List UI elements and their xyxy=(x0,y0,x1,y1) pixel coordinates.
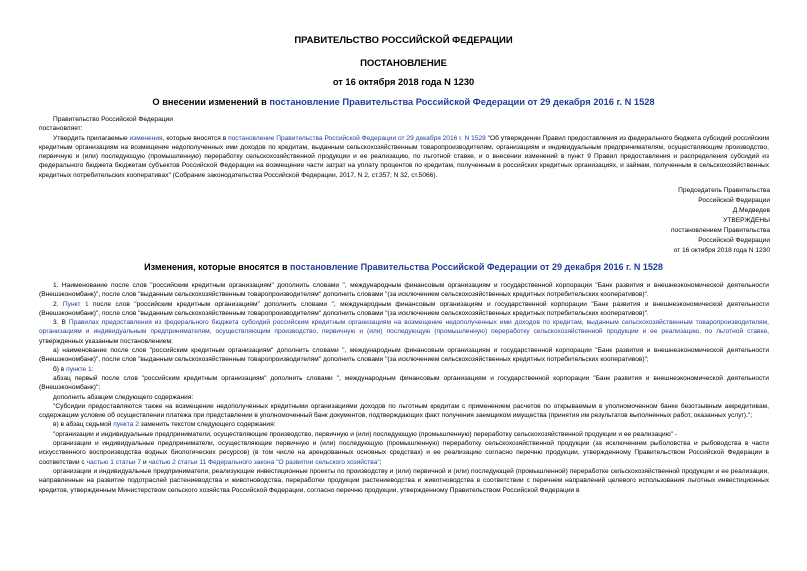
item-3-num: 3. В xyxy=(53,319,69,327)
point-1-text-2: , которые вносятся в xyxy=(162,134,229,142)
item-3v-prefix: в) в абзац седьмой xyxy=(53,421,114,429)
item-3v-link[interactable]: пункта 2 xyxy=(113,421,139,429)
item-2-link[interactable]: Пункт 1 xyxy=(62,300,89,308)
preamble-block xyxy=(39,115,769,180)
item-3v-2 xyxy=(39,439,769,467)
doc-type-heading: ПОСТАНОВЛЕНИЕ xyxy=(360,58,447,69)
item-3b xyxy=(39,365,769,374)
item-3b-2: дополнить абзацем следующего содержания: xyxy=(53,393,194,401)
changes-title xyxy=(0,262,807,272)
signature-line-1: Председатель Правительства xyxy=(678,187,770,194)
article7-link[interactable]: частью 1 статьи 7 xyxy=(86,458,142,466)
item-3b-prefix: б) в xyxy=(53,365,67,373)
item-3v-2-and: и xyxy=(141,458,149,466)
item-3v-3: организации и индивидуальные предприниматели, реализующие инвестиционные проекты по производству и (или) первичной и (или) последующей (промышленной) переработке сельскохозяйственной продукции и ее реализации, направленные на развитие подотраслей растениеводства и животноводства, переработки продукции растениеводства и животноводства в соответствии с перечнем направлений целевого использования льготных инвестиционных кредитов, утвержденным Министерством сельского хозяйства Российской Федерации, согласно перечню продукции, утвержденному Правительством Российской Федерации в xyxy=(39,467,769,494)
point-1-text-1: Утвердить прилагаемые xyxy=(53,134,130,142)
doc-subject xyxy=(0,97,807,107)
item-1: 1. Наименование после слов "российским кредитным организациям" дополнить словами ", международным финансовым организациям и государственной корпорации "Банк развития и внешнеэкономической деятельности (Внешэкономбанк)", после слов "выданным сельскохозяйственным товаропроизводителям" дополнить словами "(за исключением сельскохозяйственных кредитных потребительских кооперативов)". xyxy=(39,282,769,299)
item-2-text: после слов "российским кредитным организациям" дополнить словами ", международным финансовым организациям и государственной корпорации "Банк развития и внешнеэкономической деятельности (Внешэкономбанк)", после слов "выданным сельскохозяйственным товаропроизводителям" дополнить словами "(за исключением сельскохозяйственных кредитных потребительских кооперативов)". xyxy=(39,300,769,317)
item-3b-suffix: : xyxy=(91,365,94,373)
subject-link[interactable]: постановление Правительства Российской Федерации от 29 декабря 2016 г. N 1528 xyxy=(269,97,655,107)
signature-line-4: УТВЕРЖДЕНЫ xyxy=(723,217,770,224)
preamble-line-2: постановляет: xyxy=(39,125,83,133)
item-3v-2-text: организации и индивидуальные предприниматели, осуществляющие первичную и (или) последующую (промышленную) переработку сельскохозяйственной продукции (за исключением рыболовства и рыбоводства в части искусственного воспроизводства водных биологических ресурсов) (в том числе на арендованных основных средствах) и ее реализацию согласно перечню продукции, утвержденному Правительством Российской Федерации в соответствии с xyxy=(39,440,769,466)
signature-line-3: Д.Медведев xyxy=(732,207,770,214)
changes-link[interactable]: изменения xyxy=(129,134,163,142)
signature-block xyxy=(671,186,770,256)
article11-link[interactable]: частью 2 статьи 11 Федерального закона "О развитии сельского хозяйства" xyxy=(148,458,380,466)
item-2 xyxy=(39,300,769,319)
resolution-link[interactable]: постановление Правительства Российской Федерации от 29 декабря 2016 г. N 1528 xyxy=(228,134,486,142)
item-3a: а) наименование после слов "российским кредитным организациям" дополнить словами ", международным финансовым организациям и государственной корпорации "Банк развития и внешнеэкономической деятельности (Внешэкономбанк)", после слов "выданным сельскохозяйственным товаропроизводителям" дополнить словами "(за исключением сельскохозяйственных кредитных потребительских кооперативов)"; xyxy=(39,347,769,364)
signature-line-6: Российской Федерации xyxy=(698,237,770,244)
item-3v-2-end: ; xyxy=(379,458,382,466)
doc-date: от 16 октября 2018 года N 1230 xyxy=(332,77,475,87)
item-3-text: , утвержденных указанным постановлением: xyxy=(39,328,769,345)
point-1-text-3: "Об утверждении Правил предоставления из федерального бюджета субсидий российским кредитным организациям на возмещение недополученных ими доходов по кредитам, выданным сельскохозяйственным товаропроизводителям, организациям и индивидуальным предпринимателям, осуществляющим производство, первичную и (или) последующую (промышленную) переработку сельскохозяйственной продукции и ее реализацию, по льготной ставке, и о внесении изменений в пункт 9 Правил предоставления и распределения субсидий из федерального бюджета бюджетам субъектов Российской Федерации на возмещение части затрат на уплату процентов по кредитам, полученным в российских кредитных организациях, и займам, полученным в сельскохозяйственных кредитных потребительских кооперативах" (Собрание законодательства Российской Федерации, 2017, N 2, ст.357; N 32, ст.5066). xyxy=(39,134,769,179)
item-2-num: 2. xyxy=(53,300,63,308)
changes-title-link[interactable]: постановление Правительства Российской Федерации от 29 декабря 2016 г. N 1528 xyxy=(290,262,663,272)
item-3b-1: абзац первый после слов "российским кредитным организациям" дополнить словами ", международным финансовым организациям и государственной корпорации "Банк развития и внешнеэкономической деятельности (Внешэкономбанк)"; xyxy=(39,374,769,392)
item-3 xyxy=(39,318,769,346)
gov-heading: ПРАВИТЕЛЬСТВО РОССИЙСКОЙ ФЕДЕРАЦИИ xyxy=(294,35,513,46)
signature-line-5: постановлением Правительства xyxy=(670,227,770,234)
item-3-link[interactable]: Правилах предоставления из федерального бюджета субсидий российским кредитным организациям на возмещение недополученных ими доходов по кредитам, выданным сельскохозяйственным товаропроизводителям, организациям и индивидуальным предпринимателям, осуществляющим производство, первичную и (или) последующую (промышленную) переработку сельскохозяйственной продукции и ее реализацию, по льготной ставке xyxy=(39,319,769,336)
item-3b-link[interactable]: пункте 1 xyxy=(66,365,92,373)
item-3v xyxy=(39,420,769,429)
changes-body xyxy=(39,281,769,495)
signature-line-2: Российской Федерации xyxy=(698,197,770,204)
item-3v-1: "организации и индивидуальные предприниматели, осуществляющие производство, первичную и (или) последующую (промышленную) переработку сельскохозяйственной продукции и ее реализацию" - xyxy=(53,430,678,438)
item-3v-suffix: заменить текстом следующего содержания: xyxy=(138,421,276,429)
signature-line-7: от 16 октября 2018 года N 1230 xyxy=(673,247,770,254)
doc-subject-prefix: О внесении изменений в xyxy=(152,97,270,107)
preamble-line-1: Правительство Российской Федерации xyxy=(53,116,173,123)
item-3b-3: "Субсидии предоставляются также на возмещение недополученных кредитными организациями доходов по льготным кредитам с применением расчетов по открываемым в уполномоченном банке безотзывным аккредитивам, содержащим условие об осуществлении платежа при представлении в уполномоченный банк документов, подтверждающих факт получения заемщиком имущества (принятия им результатов выполненных работ, оказанных услуг)."; xyxy=(39,402,769,420)
changes-title-prefix: Изменения, которые вносятся в xyxy=(144,262,290,272)
point-1-paragraph xyxy=(39,134,769,180)
